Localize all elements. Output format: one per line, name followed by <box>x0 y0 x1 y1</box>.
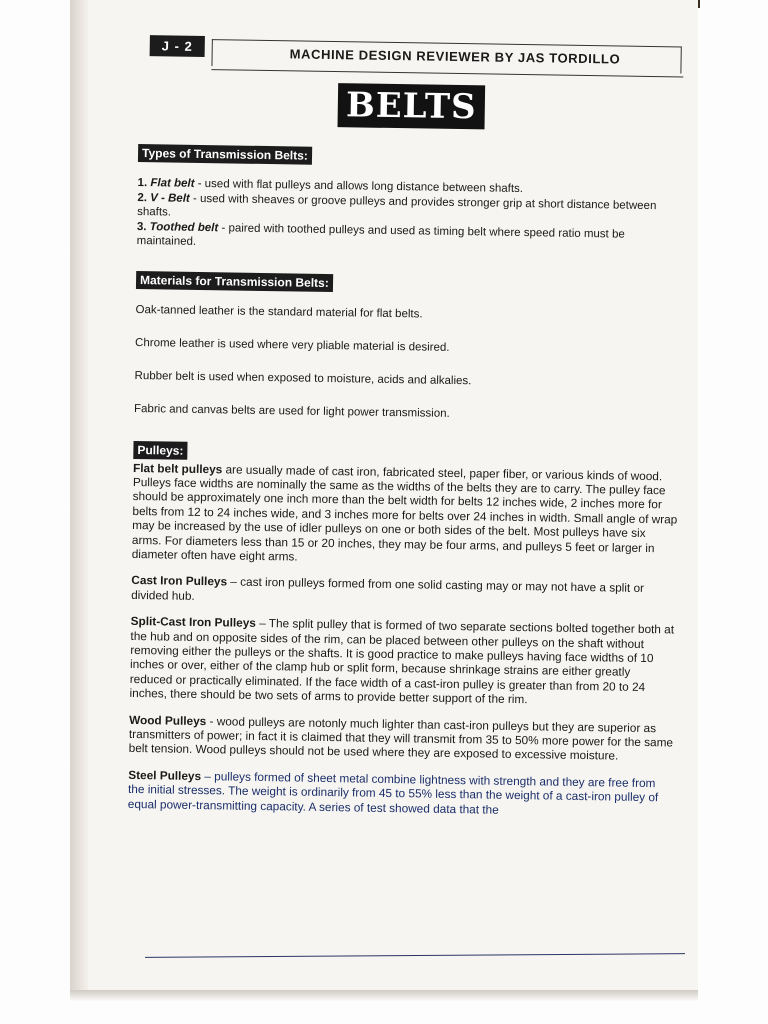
page-title: BELTS <box>338 83 485 129</box>
paragraph-lead: Flat belt pulleys <box>133 460 223 476</box>
material-line: Chrome leather is used where very pliable material is desired. <box>134 336 450 354</box>
item-number: 3. <box>136 220 147 233</box>
paragraph-text: – cast iron pulleys formed from one solid casting may or may not have a split or divided hub. <box>131 574 645 603</box>
paragraph-flat-belt-pulleys <box>132 460 679 569</box>
paragraph-cast-iron-pulleys <box>131 573 676 610</box>
paragraph-wood-pulleys <box>129 713 675 765</box>
item-separator: - <box>189 192 201 205</box>
item-term: V - Belt <box>150 191 190 205</box>
page-code: J - 2 <box>150 35 205 57</box>
item-separator: - <box>194 177 205 191</box>
materials-heading: Materials for Transmission Belts: <box>136 270 333 291</box>
item-number: 1. <box>137 176 148 190</box>
paragraph-split-cast-iron-pulleys <box>129 614 675 709</box>
item-separator: - <box>218 221 229 234</box>
item-number: 2. <box>137 191 148 204</box>
belt-types-list <box>137 176 683 257</box>
running-header <box>139 30 685 87</box>
page-bottom-shadow <box>70 990 698 1002</box>
header-title: MACHINE DESIGN REVIEWER BY JAS TORDILLO <box>289 46 621 67</box>
paragraph-text: – The split pulley that is formed of two separate sections bolted together both at the hub and on opposite sides of the rim, can be placed between other pulleys on the shaft without removing either the pulleys or the shafts. It is good practice to make pulleys having face widths of 10 inches or over, either of the clamp hub or split form, because shrinkage strains are either greatly reduced or practically eliminated. If the face width of a cast-iron pulley is greater than from 20 to 24 inches, there should be two sets of arms to provide better support of the rim. <box>129 616 675 707</box>
page-content <box>128 30 685 831</box>
paragraph-steel-pulleys <box>128 768 674 820</box>
types-heading: Types of Transmission Belts: <box>138 144 312 165</box>
material-line: Fabric and canvas belts are used for light power transmission. <box>133 402 450 420</box>
paragraph-lead: Cast Iron Pulleys <box>131 573 228 589</box>
paragraph-lead: Wood Pulleys <box>129 712 207 728</box>
paragraph-text: are usually made of cast iron, fabricated steel, paper fiber, or various kinds of wood. Pulleys face widths are nominally the same as the widths of the belts they are to carry. The pulley face should be approximately one inch more than the belt width for belts 12 inches wide, 2 inches more for belts from 12 to 24 inches wide, and 3 inches more for belts over 24 inches in width. Small angle of wrap may be increased by the use of idler pulleys on one or both sides of the belt. Most pulleys have six arms. For diameters less than 15 or 20 inches, they may be four arms, and pulleys 5 feet or larger in diameter often have eight arms. <box>131 461 678 564</box>
item-text: used with sheaves or groove pulleys and provides stronger grip at short distance between shafts. <box>137 192 657 219</box>
paragraph-lead: Steel Pulleys <box>128 767 202 783</box>
title-wrap <box>139 80 685 133</box>
item-text: used with flat pulleys and allows long distance between shafts. <box>204 178 524 196</box>
paragraph-text: - wood pulleys are notonly much lighter than cast-iron pulleys but they are superior as transmitters of power; in fact it is claimed that they will transmit from 35 to 50% more power for the same belt tension. Wood pulleys should not be used where they are exposed to excessive moisture. <box>128 713 674 764</box>
material-line: Oak-tanned leather is the standard material for flat belts. <box>135 303 423 320</box>
item-term: Toothed belt <box>149 220 219 234</box>
paragraph-lead: Split-Cast Iron Pulleys <box>130 614 257 631</box>
item-term: Flat belt <box>150 177 195 190</box>
item-text: paired with toothed pulleys and used as timing belt where speed ratio must be maintained. <box>136 221 625 248</box>
paragraph-text: – pulleys formed of sheet metal combine lightness with strength and they are free from the initial stresses. The weight is ordinarily from 45 to 55% less than the weight of a cast-iron pulley of equal power-transmitting capacity. A series of test showed data that the <box>127 768 659 817</box>
material-line: Rubber belt is used when exposed to moisture, acids and alkalies. <box>134 369 472 387</box>
pulleys-heading: Pulleys: <box>133 440 187 459</box>
